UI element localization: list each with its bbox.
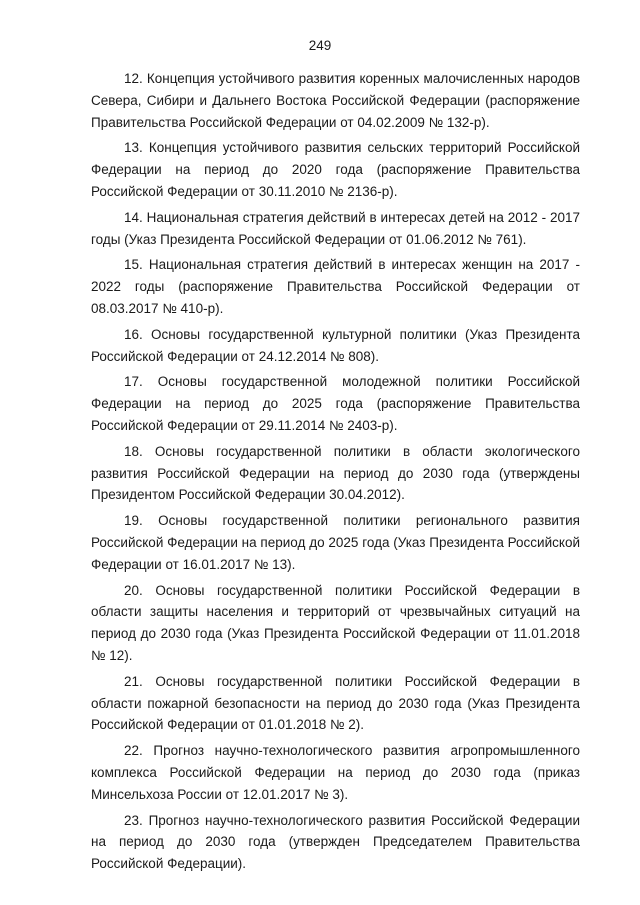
document-body [91,68,580,879]
page-number: 249 [308,38,332,53]
paragraph-22: 22. Прогноз научно-технологического развития агропромышленного комплекса Российской Федерации на период до 2030 года (приказ Минсельхоза России от 12.01.2017 № 3). [91,743,580,802]
paragraph-15: 15. Национальная стратегия действий в интересах женщин на 2017 - 2022 годы (распоряжение Правительства Российской Федерации от 08.03.2017 № 410-р). [91,257,580,316]
paragraph-21: 21. Основы государственной политики Российской Федерации в области пожарной безопасности на период до 2030 года (Указ Президента Российской Федерации от 01.01.2018 № 2). [91,673,580,733]
paragraph-18: 18. Основы государственной политики в области экологического развития Российской Федерации на период до 2030 года (утверждены Президентом Российской Федерации 30.04.2012). [91,443,580,503]
paragraph-20: 20. Основы государственной политики Российской Федерации в области защиты населения и территорий от чрезвычайных ситуаций на период до 2030 года (Указ Президента Российской Федерации от 11.01.2018 № 12). [91,582,580,663]
paragraph-23: 23. Прогноз научно-технологического развития Российской Федерации на период до 2030 года (утвержден Председателем Правительства Российской Федерации). [91,812,580,872]
paragraph-12: 12. Концепция устойчивого развития коренных малочисленных народов Севера, Сибири и Дальнего Востока Российской Федерации (распоряжение Правительства Российской Федерации от 04.02.2009 № 132-р). [91,71,580,130]
paragraph-19: 19. Основы государственной политики регионального развития Российской Федерации на период до 2025 года (Указ Президента Российской Федерации от 16.01.2017 № 13). [91,513,580,572]
paragraph-13: 13. Концепция устойчивого развития сельских территорий Российской Федерации на период до 2020 года (распоряжение Правительства Российской Федерации от 30.11.2010 № 2136-р). [91,140,580,199]
paragraph-16: 16. Основы государственной культурной политики (Указ Президента Российской Федерации от 24.12.2014 № 808). [91,326,580,364]
paragraph-14: 14. Национальная стратегия действий в интересах детей на 2012 - 2017 годы (Указ Президента Российской Федерации от 01.06.2012 № 761). [91,209,580,247]
paragraph-17: 17. Основы государственной молодежной политики Российской Федерации на период до 2025 года (распоряжение Правительства Российской Федерации от 29.11.2014 № 2403-р). [91,374,580,433]
